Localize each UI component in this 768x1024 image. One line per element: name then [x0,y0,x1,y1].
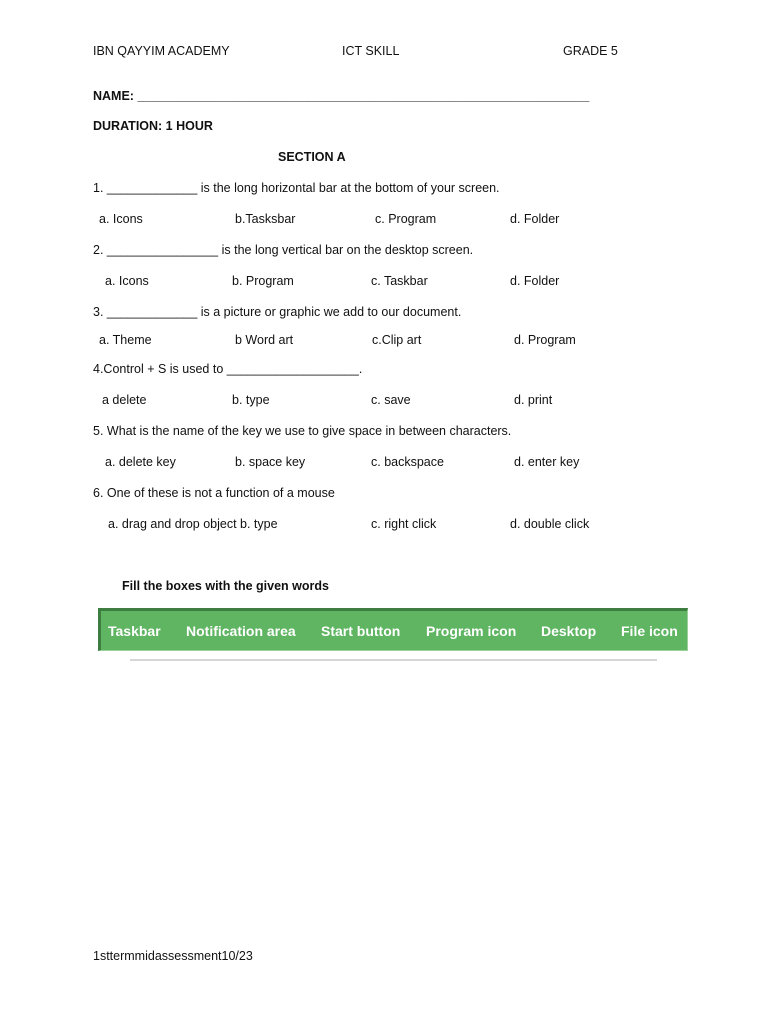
duration-label: DURATION: 1 HOUR [93,119,213,133]
question-5: 5. What is the name of the key we use to give space in between characters. [93,424,512,438]
fill-boxes-heading: Fill the boxes with the given words [122,579,329,593]
q6-option-c: c. right click [371,517,437,531]
question-3: 3. _____________ is a picture or graphic we add to our document. [93,305,462,319]
q4-option-d: d. print [514,393,553,407]
q4-option-c: c. save [371,393,411,407]
question-1: 1. _____________ is the long horizontal bar at the bottom of your screen. [93,181,500,195]
q5-option-b: b. space key [235,455,306,469]
q3-option-b: b Word art [235,333,294,347]
q3-option-d: d. Program [514,333,576,347]
q1-option-a: a. Icons [99,212,143,226]
question-6: 6. One of these is not a function of a mouse [93,486,335,500]
word-bank-bar [98,608,688,651]
q2-option-c: c. Taskbar [371,274,428,288]
footer-text: 1sttermmidassessment10/23 [93,949,253,963]
q6-option-d: d. double click [510,517,590,531]
question-2: 2. ________________ is the long vertical bar on the desktop screen. [93,243,474,257]
q4-option-a: a delete [102,393,147,407]
q3-option-c: c.Clip art [372,333,422,347]
section-title: SECTION A [278,150,346,164]
q4-option-b: b. type [232,393,270,407]
word-desktop: Desktop [541,623,597,639]
q1-option-d: d. Folder [510,212,560,226]
word-program-icon: Program icon [426,623,517,639]
q5-option-d: d. enter key [514,455,580,469]
question-4: 4.Control + S is used to ___________________. [93,362,363,376]
q5-option-c: c. backspace [371,455,444,469]
q1-option-b: b.Tasksbar [235,212,296,226]
q3-option-a: a. Theme [99,333,152,347]
q1-option-c: c. Program [375,212,437,226]
word-notification-area: Notification area [186,623,296,639]
q2-option-a: a. Icons [105,274,149,288]
q2-option-d: d. Folder [510,274,560,288]
word-start-button: Start button [321,623,401,639]
grade-label: GRADE 5 [563,44,618,58]
word-taskbar: Taskbar [108,623,161,639]
divider-line [130,659,657,661]
name-line: NAME: _________________________________________________________________ [93,89,590,103]
q5-option-a: a. delete key [105,455,176,469]
word-file-icon: File icon [621,623,678,639]
q6-option-a-b: a. drag and drop object b. type [108,517,278,531]
q2-option-b: b. Program [232,274,294,288]
subject-name: ICT SKILL [342,44,400,58]
school-name: IBN QAYYIM ACADEMY [93,44,230,58]
